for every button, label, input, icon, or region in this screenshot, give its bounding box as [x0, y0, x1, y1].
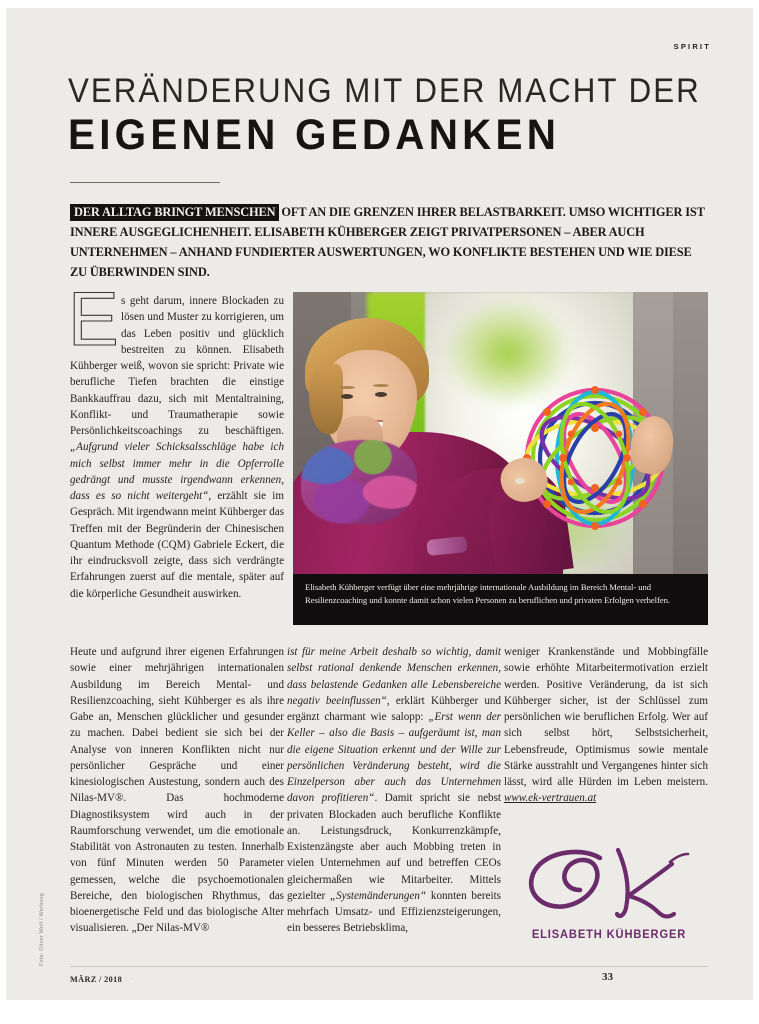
paragraph-text-cont: , erzählt sie im Gespräch. Mit irgendwann meint Kühberger das Treffen mit der Begründerin der Chinesischen Quantum Methode (CQM) Gabriele Eckert, die ihr eindrucksvoll zeigte, dass sich verdrängte Erfahrungen zuerst auf die mentale, später auf die körperliche Gesundheit auswirken.	[70, 490, 285, 600]
subject-eye-right	[375, 392, 387, 397]
body-column-2	[287, 644, 501, 946]
subject-eyebrow-right	[373, 384, 389, 387]
paragraph-quote-2: „Erst wenn der Keller – also die Basis – aufgeräumt ist, man die eigene Situation erkennt und der Wille zur persönlichen Veränderung besteht, wird die Einzelperson aber auch das Unternehmen davon profitieren“	[287, 711, 501, 805]
footer-mark: · ·	[125, 975, 134, 984]
article-photo-block	[293, 292, 708, 625]
paragraph-text-3: konnten bereits mehrfach Umsatz- und Effizienzsteigerungen, ein besseres Betriebsklima,	[287, 889, 501, 935]
page-title	[68, 74, 708, 158]
paragraph	[504, 644, 708, 807]
photo-caption: Elisabeth Kühberger verfügt über eine mehrjährige internationale Ausbildung im Bereich Mental- und Resilienzcoaching und konnte damit schon vielen Personen zu beruflichen und privaten Erfolgen verhelfen.	[293, 574, 708, 625]
magazine-page	[6, 8, 753, 1000]
paragraph	[287, 644, 501, 937]
footer-issue	[70, 975, 134, 984]
headline-line-1: VERÄNDERUNG MIT DER MACHT DER	[68, 72, 701, 110]
portrait-photo	[293, 292, 708, 574]
drop-cap	[68, 277, 119, 362]
brand-logo	[514, 844, 704, 950]
paragraph-text-2: . Damit spricht sie nebst privaten Blockaden auch berufliche Konflikte an. Leistungsdruck, Konkurrenzkämpfe, Existenzängste aber auch Mobbing treten in vielen Unternehmen auf und betreffen CEOs gleichermaßen wie Mitarbeiter. Mittels gezielter	[287, 792, 502, 902]
paragraph-text: s geht darum, innere Blockaden zu lösen und Muster zu korrigieren, um das Leben positiv und glücklich bestreiten zu können. Elisabeth Kühberger weiß, wovon sie spricht: Private wie berufliche Tiefen brachten die einstige Bankkauffrau dazu, sich mit Mentaltraining, Konflikt- und Traumatherapie sowie Persönlichkeitscoachings zu beschäftigen.	[70, 295, 284, 437]
footer-issue-text: MÄRZ / 2018	[70, 975, 123, 984]
body-column-1-lower	[70, 644, 284, 946]
body-column-1-upper	[68, 277, 285, 611]
lead-paragraph	[70, 202, 706, 282]
paragraph-quote-3: „Systemänderungen“	[329, 889, 427, 902]
photo-credit: Foto: Oliver Wolf / Werbung	[39, 892, 45, 966]
subject-eye-left	[341, 394, 353, 399]
paragraph	[70, 644, 284, 937]
subject-hair-side	[309, 364, 343, 434]
headline-line-2: EIGENEN GEDANKEN	[68, 110, 561, 159]
lead-rest: OFT AN DIE GRENZEN IHRER BELASTBARKEIT. UMSO WICHTIGER IST INNERE AUSGEGLICHENHEIT. ELISABETH KÜHBERGER ZEIGT PRIVATPERSONEN – ABER AUCH UNTERNEHMEN – ANHAND FUNDIERTER AUSWERTUNGEN, WO KONFLIKTE BESTEHEN UND WIE DIESE ZU ÜBERWINDEN SIND.	[70, 205, 705, 280]
paragraph-quote: „Aufgrund vieler Schicksalsschläge habe ich mich selbst immer mehr in die Opferrolle gedrängt und musste irgendwann erkennen, dass es so nicht weitergeht“	[70, 441, 284, 502]
paragraph-text-1: , erklärt Kühberger und ergänzt charmant wie salopp:	[287, 694, 502, 723]
headline-divider	[70, 182, 220, 183]
paragraph-text: weniger Krankenstände und Mobbingfälle sowie erhöhte Mitarbeitermotivation erzielt werden. Positive Veränderung, da ist sich Kühberger sicher, ist der Schlüssel zum persönlichen wie beruflichen Erfolg. Wer auf sich selbst hört, Selbstsicherheit, Lebensfreude, Optimismus sowie mentale Stärke ausstrahlt und Vergangenes hinter sich lässt, wird alle Hürden im Leben meistern.	[504, 646, 708, 788]
paragraph-quote-1: ist für meine Arbeit deshalb so wichtig, damit selbst rational denkende Menschen erkennen, dass belastende Gedanken alle Lebensbereiche negativ beeinflussen“	[287, 646, 501, 707]
ek-monogram-icon	[522, 844, 696, 924]
subject-eyebrow-left	[339, 386, 355, 389]
drop-cap-letter: E	[68, 277, 119, 362]
body-column-3	[504, 644, 708, 816]
website-link[interactable]: www.ek-vertrauen.at	[504, 792, 597, 805]
lead-highlight: DER ALLTAG BRINGT MENSCHEN	[70, 204, 279, 221]
section-kicker: SPIRIT	[673, 42, 711, 51]
subject-scarf	[301, 440, 417, 524]
brand-name: ELISABETH KÜHBERGER	[531, 928, 687, 941]
subject-ring	[515, 478, 525, 484]
footer-divider	[70, 966, 708, 967]
paragraph-text: Heute und aufgrund ihrer eigenen Erfahrungen sowie einer mehrjährigen internationalen Ausbildung im Bereich Mental- und Resilienzcoaching, sieht Kühberger es als ihre Gabe an, Menschen glücklicher und gesunder zu machen. Dabei bedient sie sich bei der Analyse von inneren Konflikten nicht nur persönlicher Gespräche und einer kinesiologischen Austestung, sondern auch des Nilas-MV®. Das hochmoderne Diagnostiksystem wird auch in der Raumforschung verwendet, um die emotionale Stabilität von Astronauten zu testen. Innerhalb von fünf Minuten werden 50 Parameter gemessen, welche die psychoemotionalen Bereiche, den biologischen Rhythmus, das bioenergetische Feld und das biologische Alter visualisieren. „Der Nilas-MV®	[70, 646, 284, 935]
page-number: 33	[602, 971, 613, 983]
